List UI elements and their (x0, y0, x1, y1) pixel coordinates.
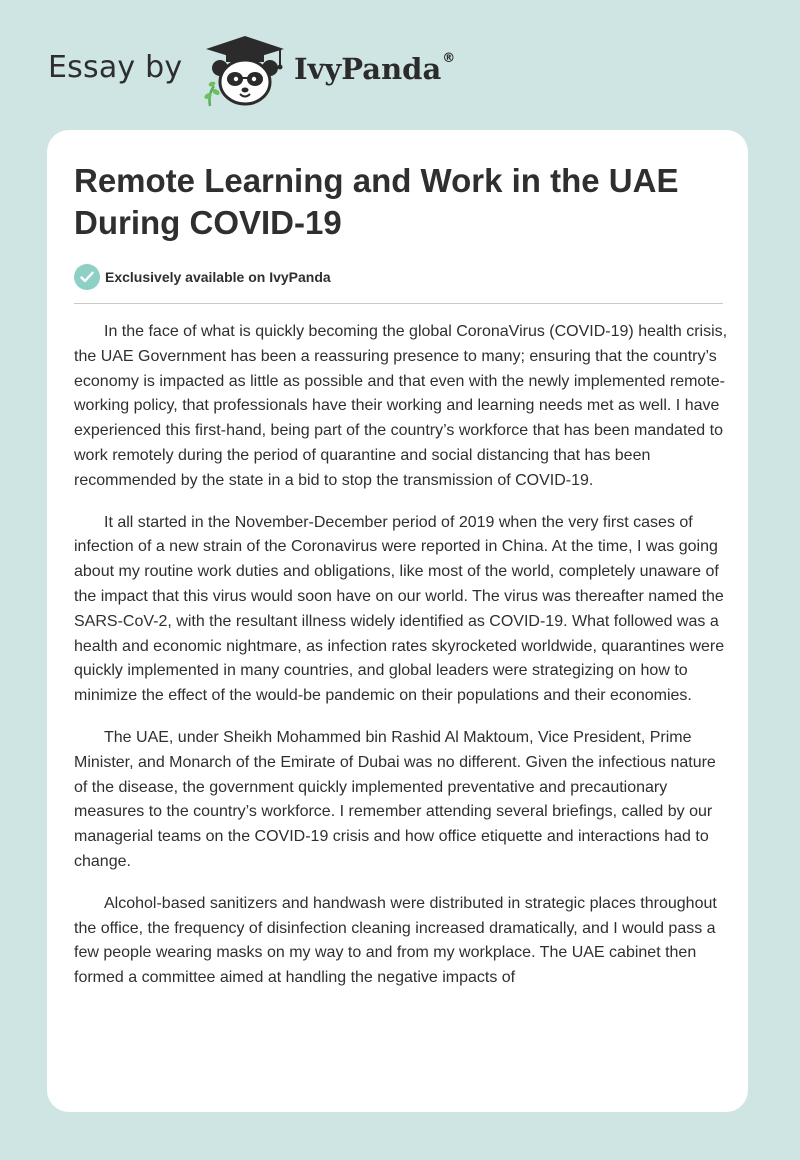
paragraph: Alcohol-based sanitizers and handwash were distributed in strategic places throughout the office, the frequency of disinfection cleaning increased dramatically, and I would pass a few people wearing masks on my way to and from my workplace. The UAE cabinet then formed a committee aimed at handling the negative impacts of (74, 894, 717, 987)
exclusive-badge (74, 264, 331, 290)
essay-by-label: Essay by (48, 50, 183, 85)
brand-name-text: IvyPanda (294, 52, 442, 86)
essay-card (47, 130, 748, 1112)
paragraph: In the face of what is quickly becoming the global CoronaVirus (COVID-19) health crisis, the UAE Government has been a reassuring presence to many; ensuring that the country’s economy is impacted as little as possible and that even with the newly implemented remote-working policy, that professionals have their working and learning needs met as well. I have experienced this first-hand, being part of the country’s workforce that has been mandated to work remotely during the period of quarantine and social distancing that has been recommended by the state in a bid to stop the transmission of COVID-19. (74, 323, 728, 489)
site-header (0, 0, 800, 130)
paragraph: The UAE, under Sheikh Mohammed bin Rashid Al Maktoum, Vice President, Prime Minister, and Monarch of the Emirate of Dubai was no different. Given the infectious nature of the disease, the government quickly implemented preventative and precautionary measures to the country’s workforce. I remember attending several briefings, called by our managerial teams on the COVID-19 crisis and how office etiquette and interactions had to change. (74, 728, 716, 870)
check-circle-icon (74, 264, 100, 290)
page-title: Remote Learning and Work in the UAE During COVID-19 (74, 162, 679, 241)
brand-name[interactable] (294, 52, 455, 86)
exclusive-label: Exclusively available on IvyPanda (105, 269, 331, 285)
paragraph: It all started in the November-December period of 2019 when the very first cases of infection of a new strain of the Coronavirus were reported in China. At the time, I was going about my routine work duties and obligations, like most of the world, completely unaware of the impact that this virus would soon have on our world. The virus was thereafter named the SARS-CoV-2, with the resultant illness widely identified as COVID-19. What followed was a health and economic nightmare, as infection rates skyrocketed worldwide, quarantines were quickly implemented in many countries, and global leaders were strategizing on how to minimize the effect of the would-be pandemic on their populations and their economies. (74, 513, 725, 705)
essay-body (74, 320, 729, 1008)
divider (74, 303, 723, 304)
registered-mark: ® (442, 51, 456, 67)
panda-graduate-logo-icon[interactable] (200, 34, 290, 108)
